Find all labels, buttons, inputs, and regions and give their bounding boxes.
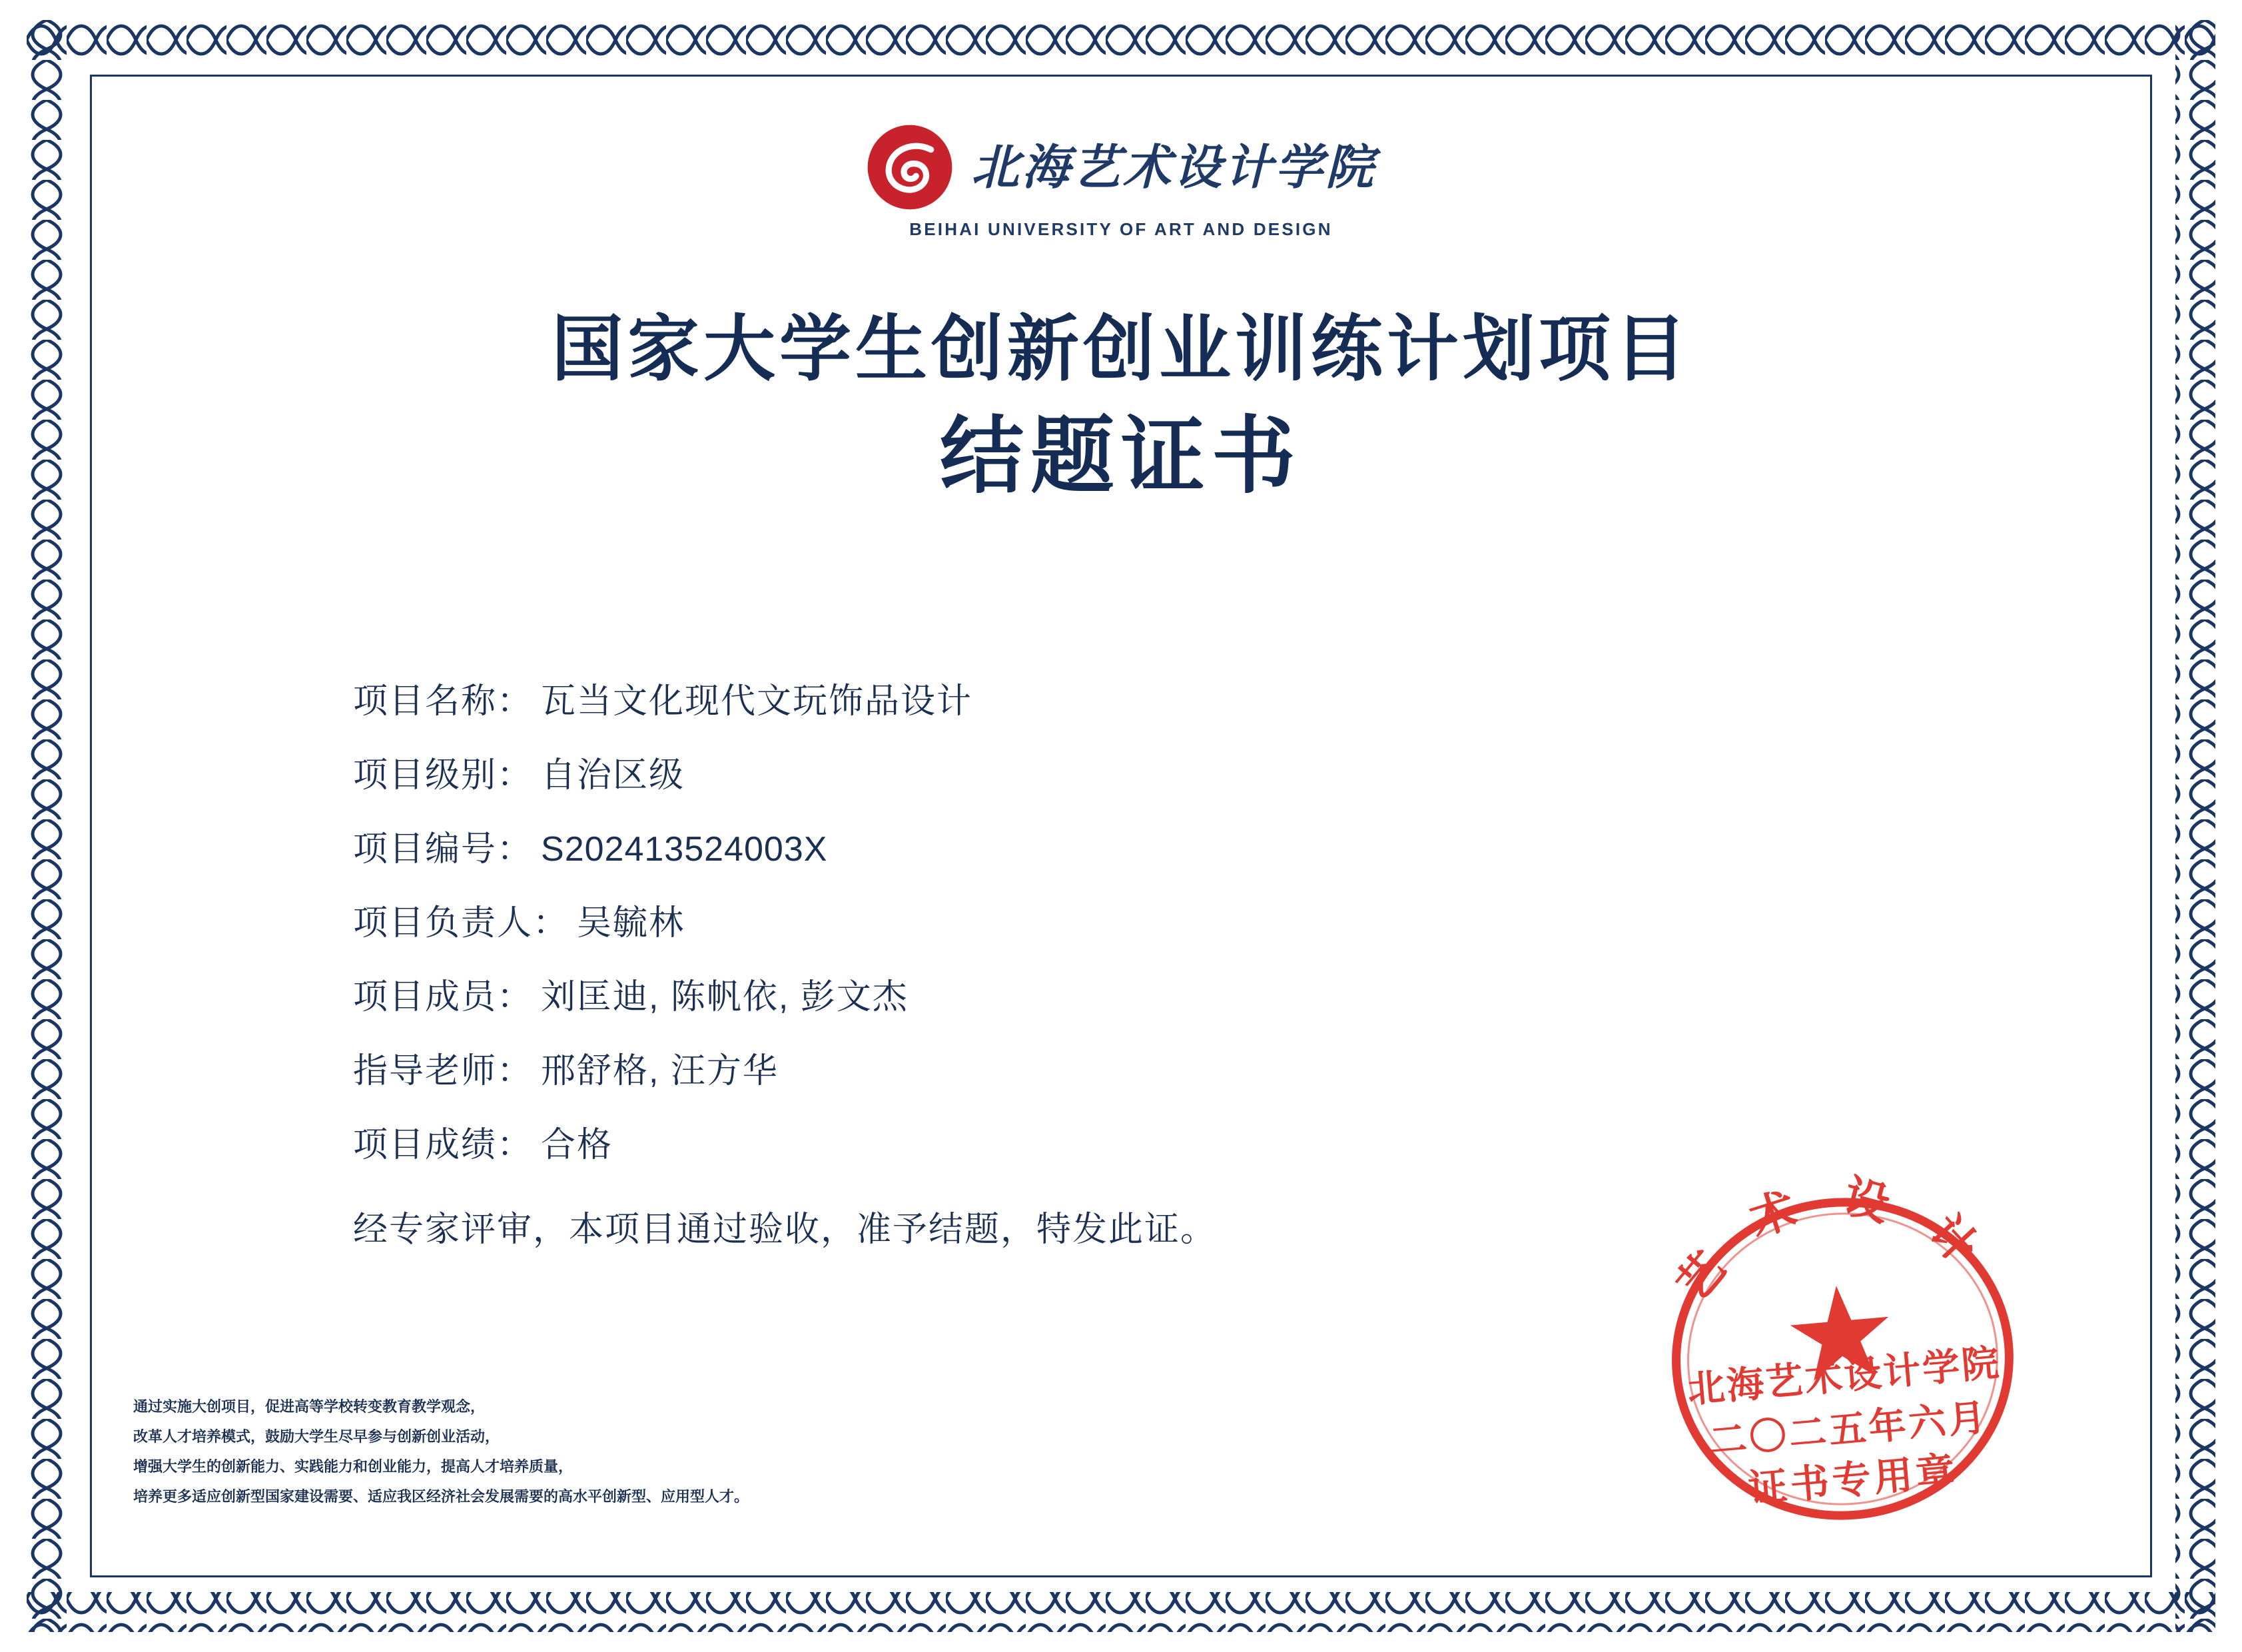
title-line-2: 结题证书 (940, 406, 1302, 506)
field-value: 瓦当文化现代文玩饰品设计 (541, 682, 973, 721)
field-label: 项目名称： (353, 682, 534, 721)
official-seal (1614, 1151, 2071, 1560)
field-project-name (353, 673, 1818, 723)
certificate-fields (353, 673, 1818, 1251)
seal-institution-name: 北海艺术设计学院 (1685, 1340, 2003, 1412)
field-value: 合格 (541, 1126, 613, 1164)
seal-date: 二〇二五年六月 (1707, 1395, 1990, 1463)
field-advisors (353, 1042, 1818, 1092)
spiral-wave-logo-icon (866, 123, 954, 211)
field-value: 刘匡迪, 陈帆依, 彭文杰 (541, 978, 909, 1017)
field-label: 项目负责人： (353, 904, 569, 943)
field-value: 自治区级 (541, 756, 685, 795)
field-value: 邢舒格, 汪方华 (541, 1052, 779, 1090)
footnote-line: 通过实施大创项目，促进高等学校转变教育教学观念， (133, 1398, 486, 1416)
field-project-members (353, 969, 1818, 1019)
field-label: 指导老师： (353, 1052, 534, 1090)
seal-bottom-text: 证书专用章 (1746, 1447, 1960, 1511)
footnote-line: 培养更多适应创新型国家建设需要、适应我区经济社会发展需要的高水平创新型、应用型人才。 (133, 1487, 749, 1505)
field-project-grade (353, 1116, 1818, 1166)
approval-statement: 经专家评审，本项目通过验收，准予结题，特发此证。 (353, 1210, 1217, 1249)
institution-logo (0, 123, 2242, 240)
field-project-leader (353, 895, 1818, 945)
footnote-line: 改革人才培养模式，鼓励大学生尽早参与创新创业活动， (133, 1428, 500, 1446)
field-label: 项目成员： (353, 978, 534, 1017)
footnote-text (133, 1392, 1132, 1512)
field-value: 吴毓林 (577, 904, 685, 943)
certificate-title (0, 303, 2242, 511)
field-label: 项目级别： (353, 756, 534, 795)
logo-chinese-name: 北海艺术设计学院 (970, 139, 1376, 195)
field-project-number (353, 821, 1818, 871)
title-line-1: 国家大学生创新创业训练计划项目 (551, 307, 1690, 391)
field-project-level (353, 747, 1818, 797)
field-value: S202413524003X (541, 830, 828, 869)
logo-english-name: BEIHAI UNIVERSITY OF ART AND DESIGN (909, 219, 1333, 239)
field-label: 项目编号： (353, 830, 534, 869)
seal-arc-text: 艺术设计 (1666, 1169, 2016, 1311)
field-label: 项目成绩： (353, 1126, 534, 1164)
footnote-line: 增强大学生的创新能力、实践能力和创业能力，提高人才培养质量， (133, 1457, 573, 1475)
